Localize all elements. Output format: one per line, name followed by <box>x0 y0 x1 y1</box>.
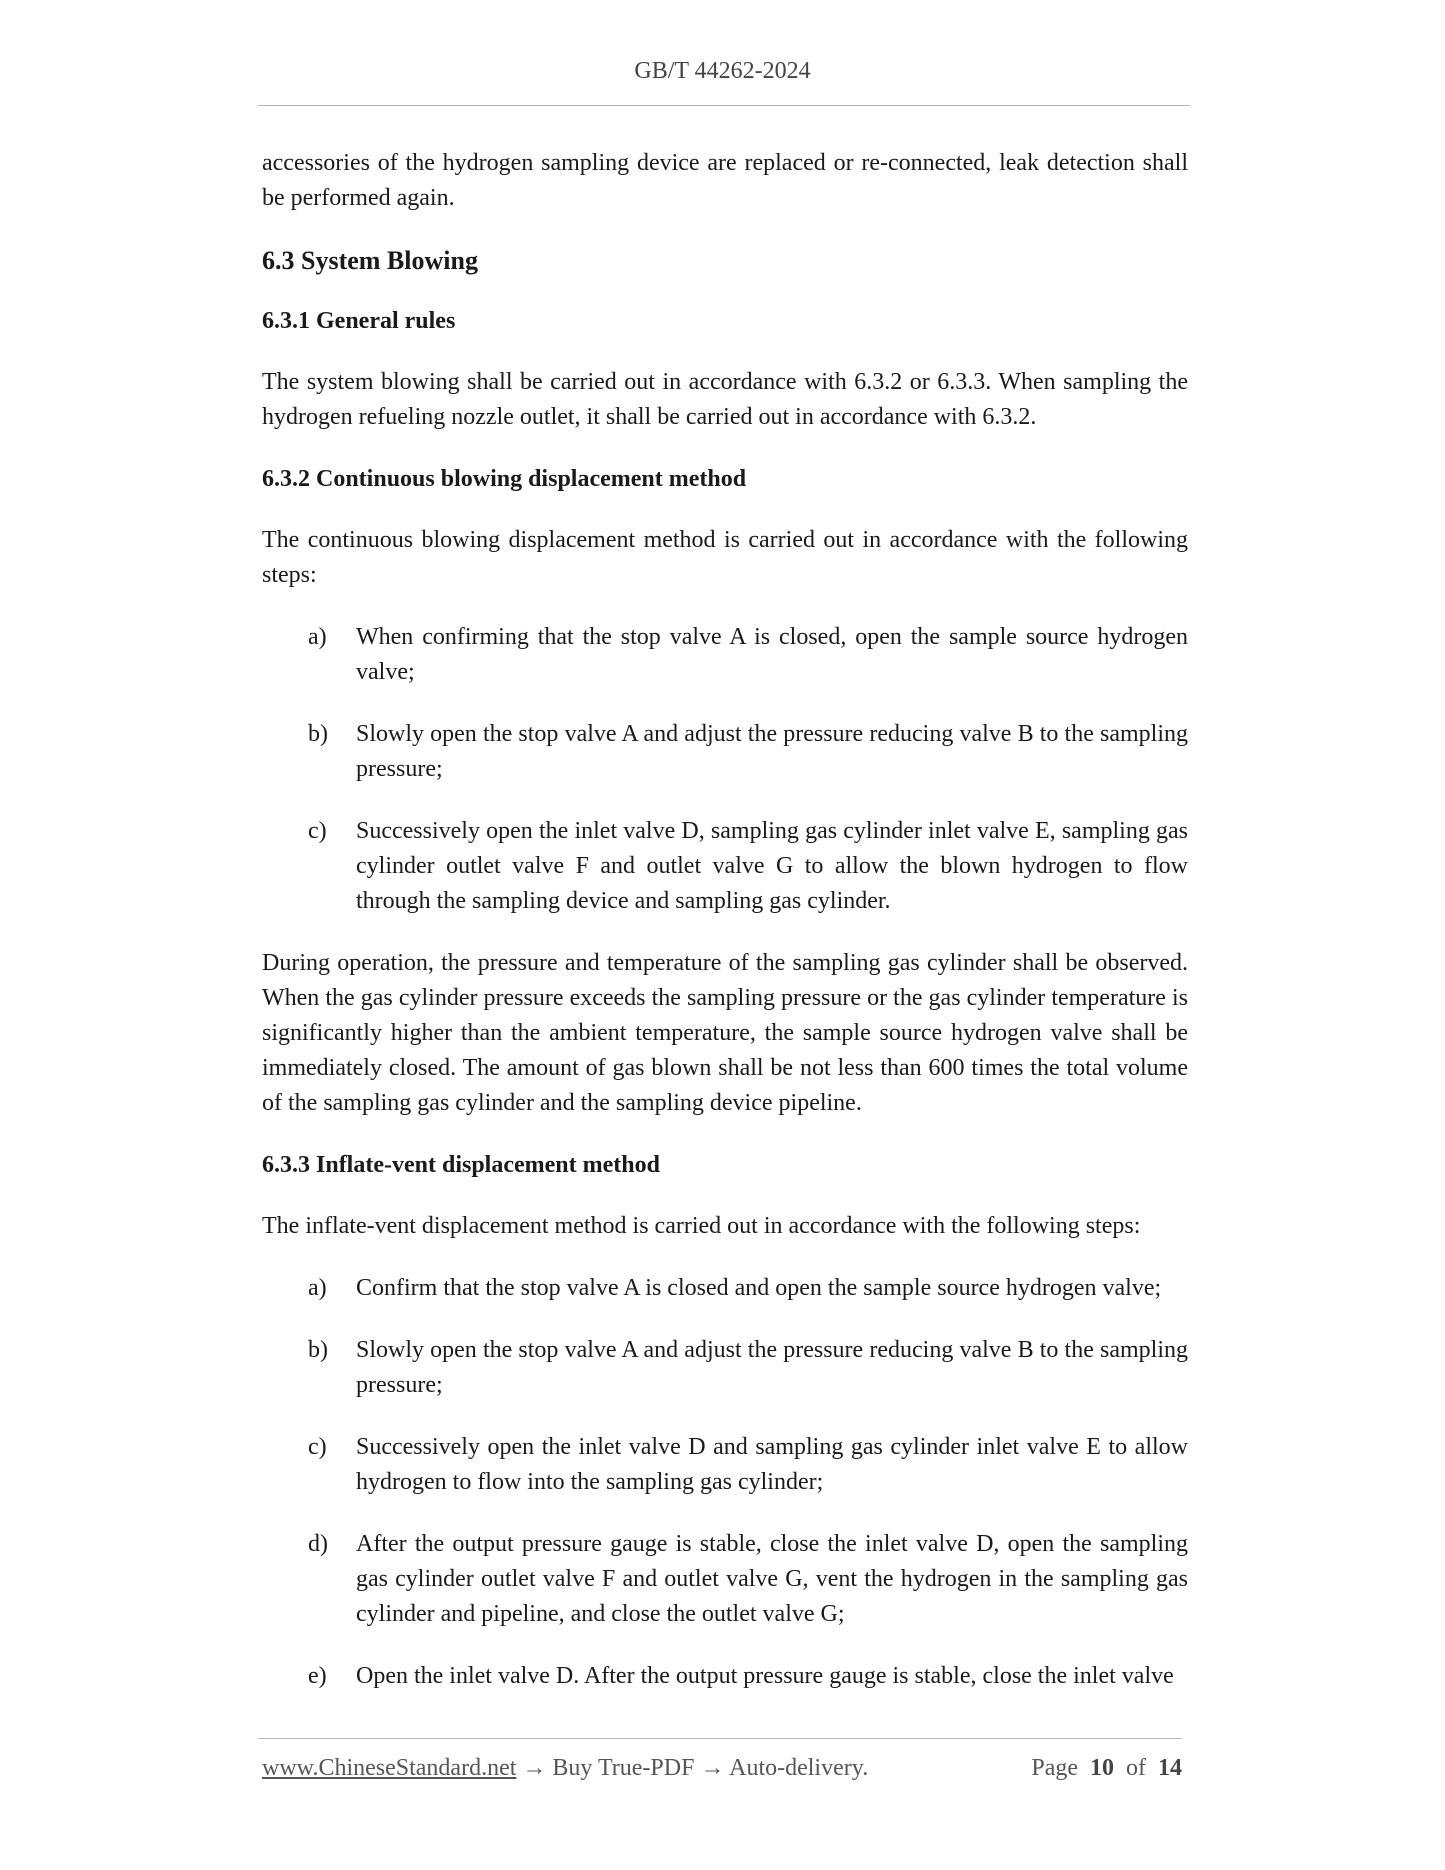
list-item <box>262 1430 1188 1500</box>
list-item-text: When confirming that the stop valve A is closed, open the sample source hydrogen valve; <box>356 624 1188 685</box>
subsection-heading-6-3-2: 6.3.2 Continuous blowing displacement method <box>262 466 747 492</box>
list-item-label: c) <box>308 1434 327 1460</box>
footer-divider <box>258 1738 1182 1739</box>
page-footer <box>262 1755 1182 1782</box>
list-item-label: e) <box>308 1663 327 1689</box>
list-item <box>262 717 1188 787</box>
paragraph-during-operation: During operation, the pressure and temperature of the sampling gas cylinder shall be observed. When the gas cylinder pressure exceeds the sampling pressure or the gas cylinder temperature is significantly higher than the ambient temperature, the sample source hydrogen valve shall be immediately closed. The amount of gas blown shall be not less than 600 times the total volume of the sampling gas cylinder and the sampling device pipeline. <box>262 950 1188 1116</box>
list-item-text: After the output pressure gauge is stable, close the inlet valve D, open the sampling gas cylinder outlet valve F and outlet valve G, vent the hydrogen in the sampling gas cylinder and pipeline, and close the outlet valve G; <box>356 1531 1188 1627</box>
list-item-label: a) <box>308 1275 327 1301</box>
page-total: 14 <box>1158 1755 1182 1781</box>
footer-left <box>262 1755 868 1782</box>
list-item-text: Slowly open the stop valve A and adjust the pressure reducing valve B to the sampling pressure; <box>356 1337 1188 1398</box>
list-item-label: a) <box>308 624 327 650</box>
paragraph-general-rules: The system blowing shall be carried out in accordance with 6.3.2 or 6.3.3. When sampling the hydrogen refueling nozzle outlet, it shall be carried out in accordance with 6.3.2. <box>262 369 1188 430</box>
page-content <box>262 146 1188 1721</box>
document-code-header: GB/T 44262-2024 <box>634 58 811 84</box>
subsection-heading-6-3-1: 6.3.1 General rules <box>262 308 456 334</box>
list-item-text: Open the inlet valve D. After the output pressure gauge is stable, close the inlet valve <box>356 1663 1174 1689</box>
list-item <box>262 1659 1188 1694</box>
subsection-heading-6-3-3: 6.3.3 Inflate-vent displacement method <box>262 1152 660 1178</box>
list-item <box>262 620 1188 690</box>
list-item-label: d) <box>308 1531 328 1557</box>
list-item <box>262 1271 1188 1306</box>
of-word: of <box>1126 1755 1146 1781</box>
list-item <box>262 1333 1188 1403</box>
page-current: 10 <box>1090 1755 1114 1781</box>
header-divider <box>258 105 1190 106</box>
section-heading-6-3: 6.3 System Blowing <box>262 246 478 275</box>
footer-tagline: → Buy True-PDF → Auto-delivery. <box>516 1755 869 1781</box>
list-item-label: b) <box>308 1337 328 1363</box>
list-item-text: Successively open the inlet valve D and sampling gas cylinder inlet valve E to allow hydrogen to flow into the sampling gas cylinder; <box>356 1434 1188 1495</box>
page-word: Page <box>1031 1755 1078 1781</box>
list-item-text: Successively open the inlet valve D, sampling gas cylinder inlet valve E, sampling gas cylinder outlet valve F and outlet valve G to allow the blown hydrogen to flow through the sampling device and sampling gas cylinder. <box>356 818 1188 914</box>
paragraph-continuous-intro: The continuous blowing displacement method is carried out in accordance with the following steps: <box>262 527 1188 588</box>
list-item <box>262 814 1188 919</box>
paragraph-inflate-intro: The inflate-vent displacement method is carried out in accordance with the following steps: <box>262 1213 1141 1239</box>
page-indicator <box>1031 1755 1182 1782</box>
list-item-label: b) <box>308 721 328 747</box>
list-item-text: Slowly open the stop valve A and adjust the pressure reducing valve B to the sampling pressure; <box>356 721 1188 782</box>
list-item-text: Confirm that the stop valve A is closed and open the sample source hydrogen valve; <box>356 1275 1162 1301</box>
paragraph-leak-detection: accessories of the hydrogen sampling device are replaced or re-connected, leak detection shall be performed again. <box>262 150 1188 211</box>
list-item-label: c) <box>308 818 327 844</box>
list-item <box>262 1527 1188 1632</box>
site-link[interactable]: www.ChineseStandard.net <box>262 1755 517 1781</box>
